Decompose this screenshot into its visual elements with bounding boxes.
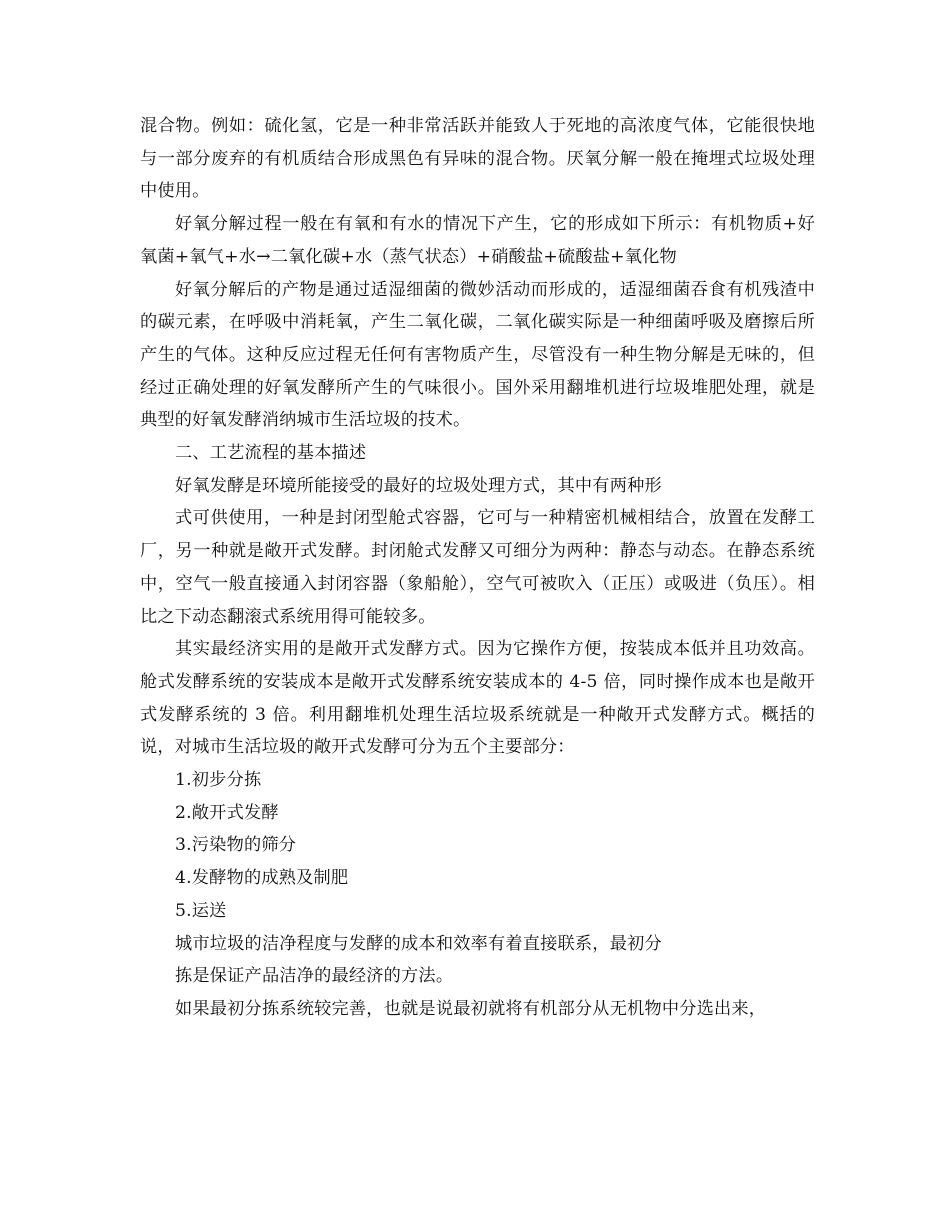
paragraph: 城市垃圾的洁净程度与发酵的成本和效率有着直接联系，最初分	[175, 933, 662, 954]
section-heading: 二、工艺流程的基本描述	[175, 443, 367, 464]
list-item: 3.污染物的筛分	[175, 835, 297, 856]
paragraph: 好氧发酵是环境所能接受的最好的垃圾处理方式，其中有两种形	[175, 475, 662, 496]
list-item: 2.敞开式发酵	[175, 802, 279, 823]
paragraph: 混合物。例如：硫化氢，它是一种非常活跃并能致人于死地的高浓度气体，它能很快地与一部分废弃的有机质结合形成黑色有异味的混合物。厌氧分解一般在掩埋式垃圾处理中使用。	[140, 116, 815, 202]
paragraph: 好氧分解过程一般在有氧和有水的情况下产生，它的形成如下所示：有机物质+好氧菌+氧气+水→二氧化碳+水（蒸气状态）+硝酸盐+硫酸盐+氧化物	[140, 214, 815, 267]
list-item: 5.运送	[175, 900, 227, 921]
paragraph: 好氧分解后的产物是通过适湿细菌的微妙活动而形成的，适湿细菌吞食有机残渣中的碳元素，在呼吸中消耗氧，产生二氧化碳，二氧化碳实际是一种细菌呼吸及磨擦后所产生的气体。这种反应过程无任何有害物质产生，尽管没有一种生物分解是无味的，但经过正确处理的好氧发酵所产生的气味很小。国外采用翻堆机进行垃圾堆肥处理，就是典型的好氧发酵消纳城市生活垃圾的技术。	[140, 279, 815, 431]
paragraph: 如果最初分拣系统较完善，也就是说最初就将有机部分从无机物中分选出来，	[175, 998, 767, 1019]
list-item: 1.初步分拣	[175, 770, 262, 791]
document-body	[140, 110, 815, 1026]
paragraph: 拣是保证产品洁净的最经济的方法。	[175, 966, 454, 987]
list-item: 4.发酵物的成熟及制肥	[175, 868, 349, 889]
paragraph: 式可供使用，一种是封闭型舱式容器，它可与一种精密机械相结合，放置在发酵工厂，另一种就是敞开式发酵。封闭舱式发酵又可细分为两种：静态与动态。在静态系统中，空气一般直接通入封闭容器（象船舱），空气可被吹入（正压）或吸进（负压）。相比之下动态翻滚式系统用得可能较多。	[140, 508, 815, 627]
paragraph: 其实最经济实用的是敞开式发酵方式。因为它操作方便，按装成本低并且功效高。舱式发酵系统的安装成本是敞开式发酵系统安装成本的 4-5 倍，同时操作成本也是敞开式发酵系统的 3 倍。利用翻堆机处理生活垃圾系统就是一种敞开式发酵方式。概括的说，对城市生活垃圾的敞开式发酵可分为五个主要部分：	[140, 639, 815, 758]
